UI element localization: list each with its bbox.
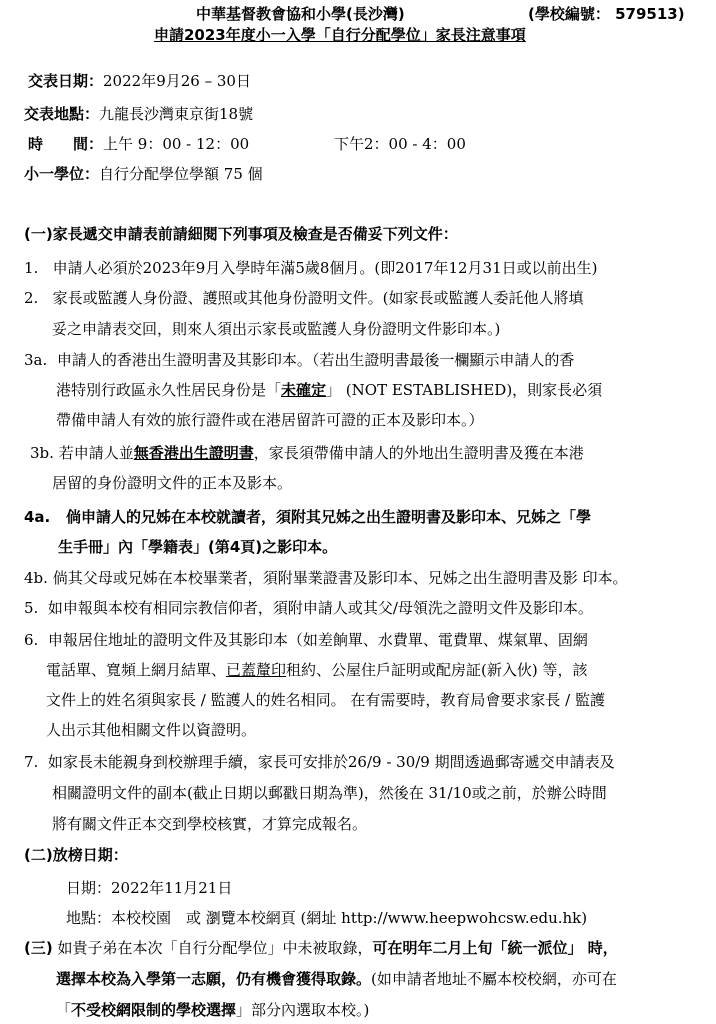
item-text: ，家長須帶備申請人的外地出生證明書及獲在本港	[253, 444, 584, 462]
item-3a-line3: 帶備申請人有效的旅行證件或在港居留許可證的正本及影印本。）	[56, 411, 484, 429]
item-text: 申請人必須於2023年9月入學時年滿5歲8個月。(即2017年12月31日或以前出生)	[52, 259, 598, 277]
item-6-line4: 人出示其他相關文件以資證明。	[46, 721, 257, 739]
places-row	[24, 164, 263, 184]
item-number: 4a.	[24, 508, 51, 526]
item-4a	[24, 507, 591, 527]
item-text: 申報居住地址的證明文件及其影印本（如差餉單、水費單、電費單、煤氣單、固網	[47, 631, 588, 649]
announce-date: 日期：2022年11月21日	[66, 879, 233, 897]
submit-place-row	[24, 104, 253, 124]
item-7-line2: 相關證明文件的副本(截止日期以郵戳日期為準)，然後在 31/10或之前，於辦公時間	[52, 784, 607, 802]
item-1	[24, 258, 597, 278]
item-3a-line2	[56, 380, 602, 400]
section1-heading: (一)家長遞交申請表前請細閱下列事項及檢查是否備妥下列文件：	[24, 225, 458, 243]
item-text: 若申請人並	[58, 444, 134, 462]
item-text: 「	[56, 1001, 72, 1019]
section2-heading	[24, 845, 128, 865]
item-2-line2: 妥之申請表交回，則來人須出示家長或監護人身份證明文件影印本。)	[52, 320, 501, 338]
item-number: 3a.	[24, 351, 48, 369]
item-7	[24, 752, 615, 772]
section-number: (三)	[24, 939, 53, 957]
time-label: 時 間：	[28, 135, 104, 153]
places-label: 小一學位：	[24, 165, 100, 183]
item-number: 7.	[24, 753, 39, 771]
section-title: 放榜日期：	[52, 846, 128, 864]
item-text: 」部分內選取本校。)	[236, 1001, 370, 1019]
emphasis-stamped: 已蓋釐印	[226, 661, 287, 679]
item-text: (如申請者地址不屬本校校網，亦可在	[371, 970, 617, 988]
emphasis-not-established: 未確定	[281, 381, 327, 399]
section-number: (二)	[24, 846, 53, 864]
item-number: 2.	[24, 289, 39, 307]
item-text: 家長或監護人身份證、護照或其他身份證明文件。(如家長或監護人委託他人將填	[52, 289, 584, 307]
emphasis-no-net-restriction: 不受校網限制的學校選擇	[71, 1001, 237, 1019]
item-number: 1.	[24, 259, 39, 277]
item-7-line3: 將有關文件正本交到學校核實，才算完成報名。	[52, 815, 368, 833]
submit-place-value: 九龍長沙灣東京街18號	[99, 105, 254, 123]
submit-place-label: 交表地點：	[24, 105, 100, 123]
page-title: 申請2023年度小一入學「自行分配學位」家長注意事項	[154, 26, 526, 44]
item-text: 電話單、寬頻上網月結單、	[46, 661, 227, 679]
item-6-line2	[46, 660, 588, 680]
item-text: 如申報與本校有相同宗教信仰者，須附申請人或其父/母領洗之證明文件及影印本。	[47, 599, 593, 617]
item-number: 3b.	[30, 444, 54, 462]
item-text: 如貴子弟在本次「自行分配學位」中未被取錄，	[57, 939, 373, 957]
emphasis-first-choice: 選擇本校為入學第一志願，仍有機會獲得取錄。	[56, 970, 372, 988]
time-pm: 下午2：00 - 4：00	[334, 135, 466, 153]
emphasis-no-hk-birth-cert: 無香港出生證明書	[133, 444, 254, 462]
submit-date-value: 2022年9月26 – 30日	[103, 72, 251, 90]
section3-line2	[56, 969, 617, 989]
time-row	[28, 134, 249, 154]
item-3b	[30, 443, 584, 463]
item-number: 4b.	[24, 569, 48, 587]
item-text: 租約、公屋住戶証明或配房証(新入伙) 等，該	[286, 661, 588, 679]
item-text: 如家長未能親身到校辦理手續，家長可安排於26/9 - 30/9 期間透過郵寄遞交申請表及	[47, 753, 615, 771]
school-name: 中華基督教會協和小學(長沙灣)	[196, 5, 405, 23]
item-text: 港特別行政區永久性居民身份是「	[56, 381, 282, 399]
item-number: 6.	[24, 631, 39, 649]
item-text: 申請人的香港出生證明書及其影印本。（若出生證明書最後一欄顯示申請人的香	[56, 351, 575, 369]
item-number: 5.	[24, 599, 39, 617]
item-4a-line2: 生手冊」內「學籍表」(第4頁)之影印本。	[58, 538, 338, 556]
item-3a	[24, 350, 574, 370]
item-text: 」 (NOT ESTABLISHED)，則家長必須	[326, 381, 603, 399]
section3-line3	[56, 1000, 369, 1020]
emphasis-central-allocation: 可在明年二月上旬「統一派位」 時，	[372, 939, 618, 957]
section3-line1	[24, 938, 618, 958]
item-2	[24, 288, 583, 308]
item-text: 倘申請人的兄姊在本校就讀者，須附其兄姊之出生證明書及影印本、兄姊之「學	[65, 508, 591, 526]
school-code: (學校編號： 579513)	[528, 5, 685, 23]
item-3b-line2: 居留的身份證明文件的正本及影本。	[52, 474, 293, 492]
item-6	[24, 630, 588, 650]
time-am: 上午 9：00 - 12：00	[103, 135, 250, 153]
item-4b	[24, 568, 627, 588]
places-value: 自行分配學位學額 75 個	[99, 165, 263, 183]
item-5	[24, 598, 593, 618]
announce-place: 地點：本校校園 或 瀏覽本校網頁 (網址 http://www.heepwohcsw.edu.hk)	[66, 909, 588, 927]
submit-date-row	[28, 71, 251, 91]
item-text: 倘其父母或兄姊在本校畢業者，須附畢業證書及影印本、兄姊之出生證明書及影 印本。	[52, 569, 628, 587]
item-6-line3: 文件上的姓名須與家長 / 監護人的姓名相同。 在有需要時，教育局會要求家長 / 監護	[46, 691, 605, 709]
submit-date-label: 交表日期：	[28, 72, 104, 90]
